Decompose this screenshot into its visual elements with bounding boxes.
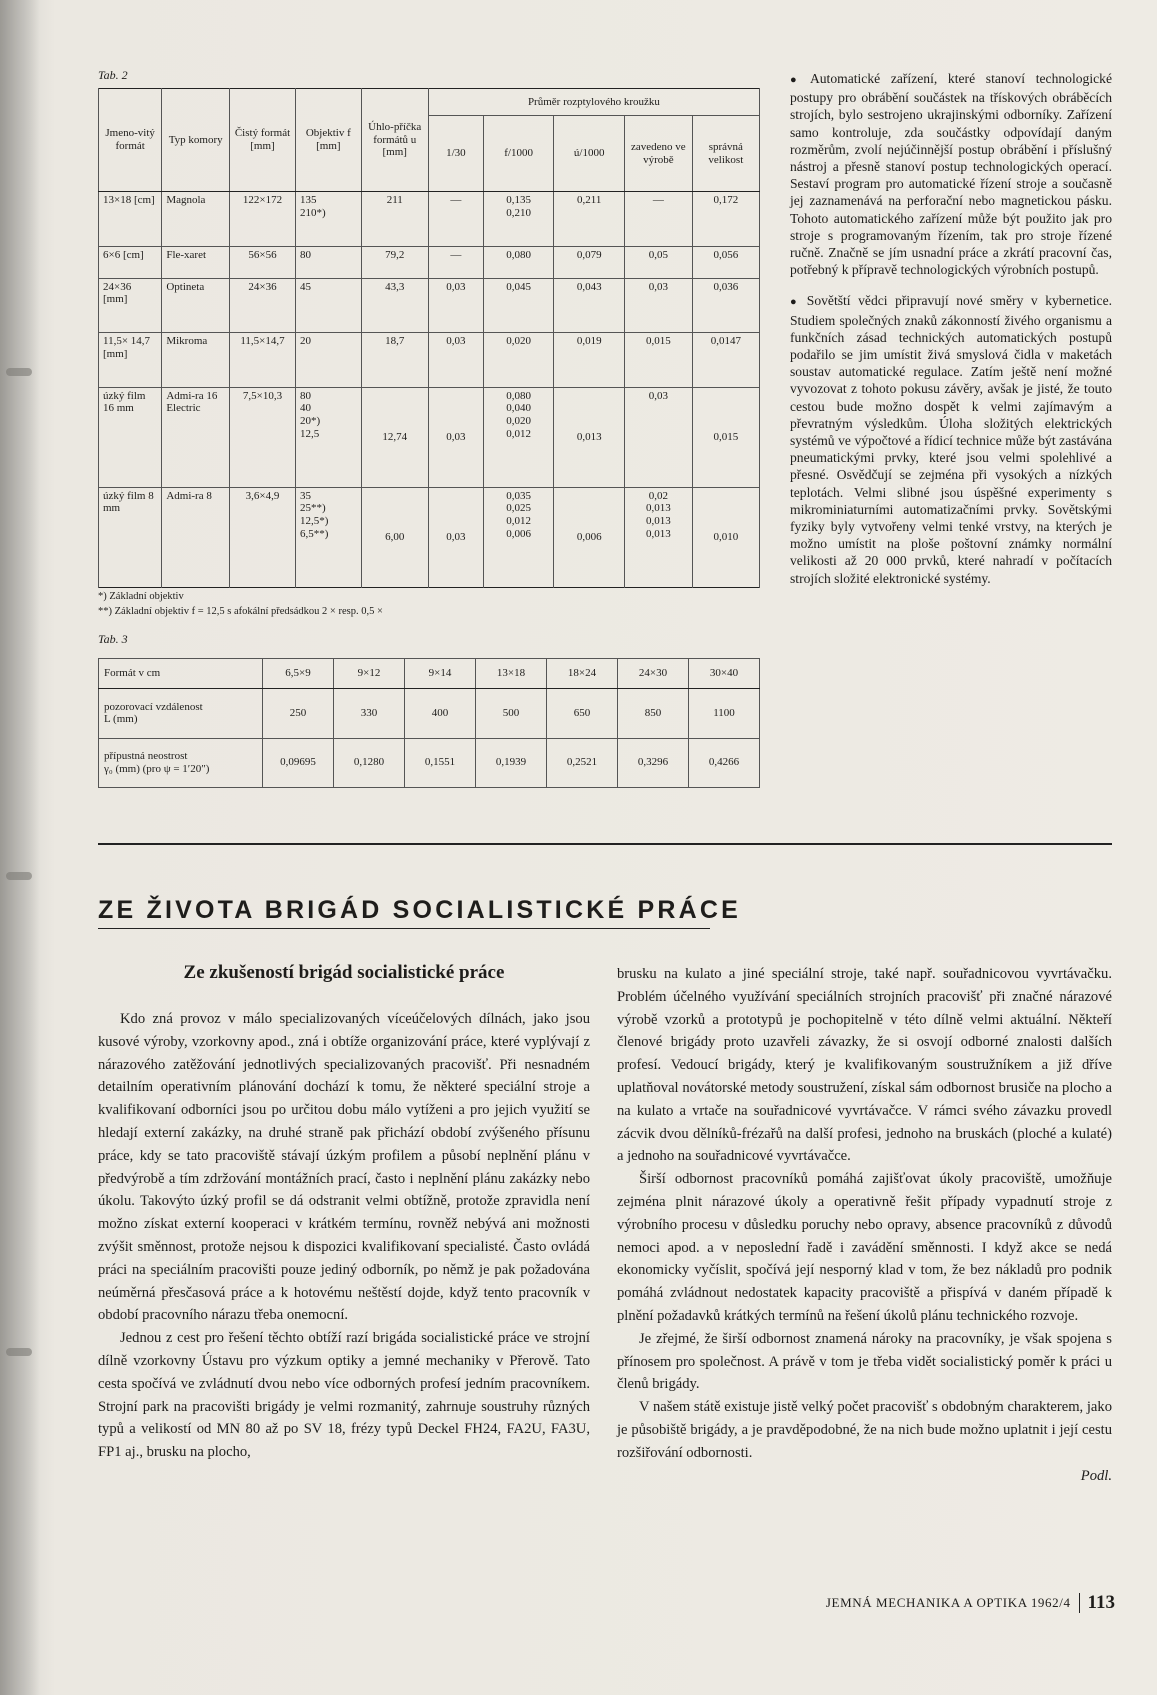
cell-distances: 400 (405, 689, 476, 738)
table-2 (98, 88, 760, 588)
news-item (790, 292, 1112, 586)
cell-correct: 0,036 (692, 278, 759, 333)
cell-clean: 7,5×10,3 (229, 387, 295, 487)
cell-distances: 650 (547, 689, 618, 738)
cell-clean: 3,6×4,9 (229, 487, 295, 587)
col-header: ú/1000 (554, 116, 625, 192)
row-label-line: γ₀ (mm) (pro ψ = 1′20″) (104, 762, 210, 775)
cell-correct: 0,010 (692, 487, 759, 587)
cell-formats: 30×40 (689, 659, 760, 689)
cell-distances: 500 (476, 689, 547, 738)
table-row (99, 333, 760, 388)
cell-type: Admi-ra 8 (162, 487, 230, 587)
col-header: f/1000 (483, 116, 554, 192)
cell-format: 24×36 [mm] (99, 278, 162, 333)
cell-prod: 0,03 (625, 387, 693, 487)
cell-diag: 18,7 (361, 333, 428, 388)
paragraph: Kdo zná provoz v málo specializovaných víceúčelových dílnách, jako jsou kusové výroby, vzorkovny apod., zná i obtíže organizování práce, které vyplývají z nárazového zatěžování jednotlivých specializovaných pracovišť. Při nesnadném detailním operativním plánování dochází k tomu, že některé speciální stroje a kvalifikovaní odborníci jsou po určitou dobu málo vytíženi a pro jejich využití se hledají externí zakázky, na druhé straně pak přichází období zvýšeného přísunu práce, kdy se tato pracoviště stávají úzkým profilem a působí neplnění plánu v předvýrobě a tím zdržování montážních prací, často i neplnění plánu zakázky nebo úkolu. Takovýto úzký profil se dá odstranit velmi obtížně, protože zpravidla není možno získat externí kooperaci v krátkém termínu, rovněž nebývá ani možnosti zvýšit směnnost, protože nejsou k dispozici kvalifikovaní specialisté. Často ovládá práci na speciálním pracovišti pouze jediný odborník, po němž je pak požadována neúměrná přesčasová práce a k hotovému neštěstí dojde, když tento pracovník v období pracovního nárazu třeba onemocní. (98, 1011, 590, 1324)
cell-distances: 250 (263, 689, 334, 738)
col-header: správná velikost (692, 116, 759, 192)
cell-correct: 0,015 (692, 387, 759, 487)
news-text: Automatické zařízení, které stanoví technologické postupy pro obrábění součástek na třískových obráběcích strojích, bylo sestrojeno ukrajinskými odborníky. Zařízení samo kontroluje, zda součástky odpovídají daným rozměrům, zvolí nejúčinnější postup obrábění i příslušný nástroj a přesně stanoví postup technologických operací. Sestaví program pro automatické řízení stroje a současně jej zaznamenává na perforační nebo magnetickou pásku. Tohoto automatického zařízení může být použito jak pro stroje s programovaným řízením, tak pro stroje řízené ručně. Značně se jím usnadní práce a zkrátí pracovní čas, potřebný k přípravě technologických výrobních postupů. (790, 71, 1112, 278)
table-row (99, 487, 760, 587)
cell-blur: 0,1939 (476, 738, 547, 787)
cell-diag: 12,74 (361, 387, 428, 487)
cell-diag: 43,3 (361, 278, 428, 333)
paragraph: brusku na kulato a jiné speciální stroje, také např. souřadnicovou vyvrtávačku. Problém účelného využívání speciálních strojních pracovišť při značné nárazové výrobě vzorků a prototypů je pochopitelně v této dílně velmi aktuální. Někteří členové brigády proto uzavřeli závazky, že si osvojí odborné znalosti dalších profesí. Vedoucí brigády, který je kvalifikovaným soustružníkem a již dříve uplatňoval novátorské metody soustružení, získal sám odbornost brusiče na plocho a na kulato a vrtače na souřadnicové vyvrtávačce. V rámci svého závazku provedl zácvik dvou dělníků-frézařů na další profesi, jednoho na bruskách (ploché a kulaté) a jednoho na souřadnicové vyvrtávačce. (617, 966, 1112, 1165)
cell-f: 0,035 0,025 0,012 0,006 (483, 487, 554, 587)
cell-type: Fle-xaret (162, 246, 230, 278)
cell-objective: 35 25**) 12,5*) 6,5**) (296, 487, 362, 587)
cell-type: Magnola (162, 192, 230, 247)
page-number: 113 (1087, 1592, 1115, 1613)
tab2-label: Tab. 2 (98, 68, 128, 82)
cell-diag: 211 (361, 192, 428, 247)
paragraph: Jednou z cest pro řešení těchto obtíží razí brigáda socialistické práce ve strojní dílně vzorkovny Ústavu pro výzkum optiky a jemné mechaniky v Přerově. Tato cesta spočívá ve zvládnutí dvou nebo více odborných profesí jedním pracovníkem. Strojní park na pracovišti brigády je velmi rozmanitý, zahrnuje soustruhy různých typů a velikostí od MN 80 až po SV 18, frézy typů Deckel FH24, FA2U, FA3U, FP1 aj., brusku na plocho, (98, 1330, 590, 1461)
cell-objective: 135 210*) (296, 192, 362, 247)
cell-prod: 0,02 0,013 0,013 0,013 (625, 487, 693, 587)
cell-format: 6×6 [cm] (99, 246, 162, 278)
cell-distances: 330 (334, 689, 405, 738)
table-row (99, 192, 760, 247)
footnote: *) Základní objektiv (98, 591, 184, 602)
footer-separator (1079, 1593, 1080, 1613)
footnote: **) Základní objektiv f = 12,5 s afokální předsádkou 2 × resp. 0,5 × (98, 606, 383, 617)
cell-formats: 6,5×9 (263, 659, 334, 689)
cell-u: 0,043 (554, 278, 625, 333)
cell-prod: 0,03 (625, 278, 693, 333)
cell-clean: 56×56 (229, 246, 295, 278)
cell-d30: 0,03 (428, 278, 483, 333)
col-header: zavedeno ve výrobě (625, 116, 693, 192)
cell-correct: 0,172 (692, 192, 759, 247)
row-label (99, 738, 263, 787)
col-header: Úhlo-příčka formátů u [mm] (361, 89, 428, 192)
cell-correct: 0,0147 (692, 333, 759, 388)
cell-d30: 0,03 (428, 333, 483, 388)
cell-prod: 0,015 (625, 333, 693, 388)
cell-clean: 122×172 (229, 192, 295, 247)
cell-objective: 45 (296, 278, 362, 333)
cell-correct: 0,056 (692, 246, 759, 278)
cell-type: Admi-ra 16 Electric (162, 387, 230, 487)
page-footer (795, 1592, 1115, 1616)
cell-formats: 9×14 (405, 659, 476, 689)
col-header: 1/30 (428, 116, 483, 192)
cell-prod: 0,05 (625, 246, 693, 278)
col-header: Typ komory (162, 89, 230, 192)
cell-u: 0,006 (554, 487, 625, 587)
cell-format: úzký film 8 mm (99, 487, 162, 587)
paragraph: V našem státě existuje jistě velký počet pracovišť s obdobným charakterem, jako je působiště brigády, a je pravděpodobné, že na nich bude možno uplatnit i její cestu rozšiřování odbornosti. (617, 1399, 1112, 1461)
cell-type: Optineta (162, 278, 230, 333)
binding-hole (6, 872, 32, 880)
cell-u: 0,019 (554, 333, 625, 388)
col-header: Čistý formát [mm] (229, 89, 295, 192)
article-column-right (617, 963, 1112, 1487)
cell-formats: 18×24 (547, 659, 618, 689)
cell-f: 0,045 (483, 278, 554, 333)
cell-distances: 1100 (689, 689, 760, 738)
cell-blur: 0,2521 (547, 738, 618, 787)
group-header: Průměr rozptylového kroužku (428, 89, 759, 116)
cell-objective: 80 (296, 246, 362, 278)
row-label-line: přípustná neostrost (104, 750, 188, 763)
binding-hole (6, 368, 32, 376)
table-2-body (99, 192, 760, 588)
cell-d30: — (428, 246, 483, 278)
cell-formats: 9×12 (334, 659, 405, 689)
cell-distances: 850 (618, 689, 689, 738)
cell-blur: 0,3296 (618, 738, 689, 787)
cell-format: 13×18 [cm] (99, 192, 162, 247)
row-label (99, 689, 263, 738)
cell-clean: 24×36 (229, 278, 295, 333)
cell-diag: 79,2 (361, 246, 428, 278)
cell-blur: 0,09695 (263, 738, 334, 787)
table-row (99, 738, 760, 787)
cell-formats: 24×30 (618, 659, 689, 689)
cell-diag: 6,00 (361, 487, 428, 587)
cell-format: úzký film 16 mm (99, 387, 162, 487)
section-title-underline (98, 928, 710, 929)
section-divider (98, 843, 1112, 845)
cell-f: 0,080 (483, 246, 554, 278)
cell-u: 0,211 (554, 192, 625, 247)
cell-u: 0,013 (554, 387, 625, 487)
signature: Podl. (1080, 1467, 1112, 1484)
bullet-icon: ● (790, 296, 801, 309)
cell-blur: 0,1280 (334, 738, 405, 787)
table-3 (98, 658, 760, 788)
row-label: Formát v cm (99, 659, 263, 689)
cell-blur: 0,4266 (689, 738, 760, 787)
cell-objective: 80 40 20*) 12,5 (296, 387, 362, 487)
article-title: Ze zkušeností brigád socialistické práce (183, 962, 505, 983)
paragraph: Je zřejmé, že širší odbornost znamená nároky na pracovníky, je však spojena s přínosem pro společnost. A právě v tom je třeba vidět socialistický poměr k práci u členů brigády. (617, 1330, 1112, 1393)
table-row (99, 278, 760, 333)
cell-u: 0,079 (554, 246, 625, 278)
cell-f: 0,135 0,210 (483, 192, 554, 247)
news-column (790, 70, 1112, 601)
journal-name: JEMNÁ MECHANIKA A OPTIKA 1962/4 (825, 1595, 1071, 1610)
paragraph: Širší odbornost pracovníků pomáhá zajišťovat úkoly pracoviště, umožňuje zejména plnit nárazové úkoly a operativně řešit případy vypadnutí stroje z výrobního procesu v důsledku poruchy nebo opravy, absence pracovníků z důvodů nemoci apod. a v neposlední řadě i zavádění směnnosti. I když akce se nedá ekonomicky vyčíslit, spočívá její nesporný klad v tom, že bez nákladů pro podnik pomáhá zvládnout nedostatek kapacity pracoviště a přispívá v daném případě k plnění požadavků krátkých termínů na řešení úkolů plánu technického rozvoje. (617, 1171, 1112, 1324)
col-header: Objektiv f [mm] (296, 89, 362, 192)
cell-formats: 13×18 (476, 659, 547, 689)
cell-f: 0,020 (483, 333, 554, 388)
bullet-icon: ● (790, 74, 804, 86)
cell-clean: 11,5×14,7 (229, 333, 295, 388)
cell-prod: — (625, 192, 693, 247)
row-label-line: L (mm) (104, 713, 138, 726)
cell-d30: 0,03 (428, 487, 483, 587)
binding-shadow (0, 0, 40, 1695)
col-header: Jmeno-vitý formát (99, 89, 162, 192)
section-title: ZE ŽIVOTA BRIGÁD SOCIALISTICKÉ PRÁCE (98, 896, 741, 924)
cell-format: 11,5× 14,7 [mm] (99, 333, 162, 388)
cell-blur: 0,1551 (405, 738, 476, 787)
row-label-line: pozorovací vzdálenost (104, 700, 203, 713)
cell-objective: 20 (296, 333, 362, 388)
cell-d30: 0,03 (428, 387, 483, 487)
cell-f: 0,080 0,040 0,020 0,012 (483, 387, 554, 487)
article-column-left (98, 1008, 590, 1464)
table-row (99, 246, 760, 278)
table-row (99, 659, 760, 689)
tab3-label: Tab. 3 (98, 632, 128, 646)
news-text: Sovětští vědci připravují nové směry v kybernetice. Studiem společných znaků zákonností živého organismu a funkčních zásad technických automatických postupů podařilo se jim umístit živá smyslová čidla v maketách soustav automatické regulace. Zatím ještě není možné vyvozovat z tohoto pokusu závěry, avšak je jisté, že touto cestou bude možno dospět k velmi zajímavým a převratným výsledkům. Úloha složitých elektrických systémů ve výpočtové a řídicí technice může být zastávána pneumatickými prvky, které jsou velmi spolehlivé a přesné. Osvědčují se zejména při vysokých a nízkých teplotách. Velmi slibné jsou úspěšné experimenty s mikrominiaturními automatizačními prvky. Sovětskými fyziky byly vytvořeny velmi tenké vrstvy, na kterých je možno umístit na ploše poštovní známky normální velikosti až 20 000 prvků, které nahradí v počítacích strojích složité elektronické systémy. (790, 293, 1113, 586)
table-row (99, 689, 760, 738)
news-item (790, 70, 1112, 278)
cell-d30: — (428, 192, 483, 247)
cell-type: Mikroma (162, 333, 230, 388)
table-row (99, 387, 760, 487)
binding-hole (6, 1348, 32, 1356)
